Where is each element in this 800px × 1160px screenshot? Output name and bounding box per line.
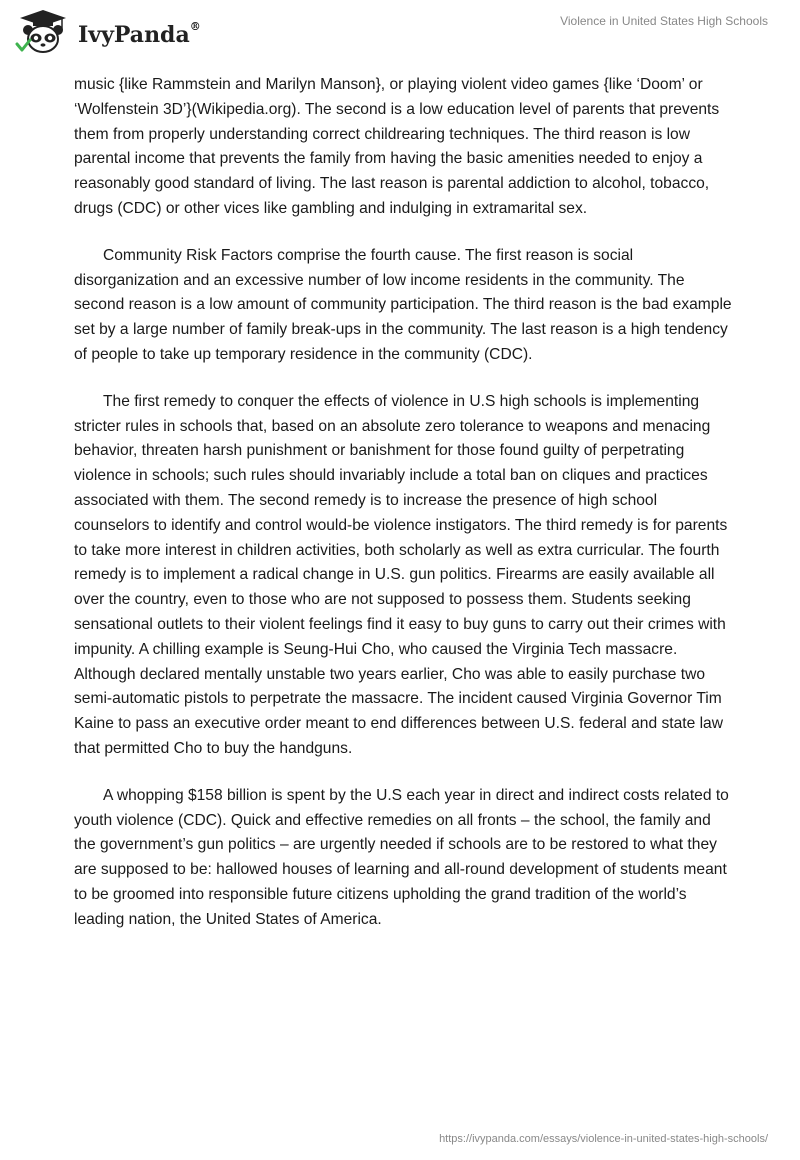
document-title: Violence in United States High Schools bbox=[560, 14, 768, 28]
paragraph-2: Community Risk Factors comprise the fourth cause. The first reason is social disorganization and an excessive number of low income residents in the community. The second reason is a low amount of community participation. The third reason is the bad example set by a large number of family break-ups in the community. The last reason is a high tendency of people to take up temporary residence in the community (CDC). bbox=[74, 246, 732, 363]
brand-logo[interactable] bbox=[14, 8, 201, 56]
source-url[interactable]: https://ivypanda.com/essays/violence-in-united-states-high-schools/ bbox=[439, 1133, 768, 1145]
registered-mark: ® bbox=[189, 20, 201, 33]
paragraph-4: A whopping $158 billion is spent by the U.S each year in direct and indirect costs related to youth violence (CDC). Quick and effective remedies on all fronts – the school, the family and the government’s gun politics – are urgently needed if schools are to be restored to what they are supposed to be: hallowed houses of learning and all-round development of students meant to be groomed into responsible future citizens upholding the grand tradition of the world’s leading nation, the United States of America. bbox=[74, 786, 729, 928]
paragraph-1: music {like Rammstein and Marilyn Manson}, or playing violent video games {like ‘Doom’ or ‘Wolfenstein 3D’}(Wikipedia.org). The second is a low education level of parents that prevents them from properly understanding correct childrearing techniques. The third reason is low parental income that prevents the family from having the basic amenities needed to enjoy a reasonably good standard of living. The last reason is parental addiction to alcohol, tobacco, drugs (CDC) or other vices like gambling and indulging in extramarital sex. bbox=[74, 76, 720, 217]
paragraph-3: The first remedy to conquer the effects of violence in U.S high schools is implementing stricter rules in schools that, based on an absolute zero tolerance to weapons and menacing behavior, threaten harsh punishment or banishment for those found guilty of perpetrating violence in schools; such rules should invariably include a total ban on cliques and practices associated with them. The second remedy is to increase the presence of high school counselors to identify and control would-be violence instigators. The third remedy is for parents to take more interest in children activities, both scholarly as well as extra curricular. The fourth remedy is to implement a radical change in U.S. gun politics. Firearms are easily available all over the country, even to those who are not supposed to possess them. Students seeking sensational outlets to their violent feelings find it easy to buy guns to carry out their crimes with impunity. A chilling example is Seung-Hui Cho, who caused the Virginia Tech massacre. Although declared mentally unstable two years earlier, Cho was able to easily purchase two semi-automatic pistols to perpetrate the massacre. The incident caused Virginia Governor Tim Kaine to pass an executive order meant to end differences between U.S. federal and state law that permitted Cho to buy the handguns. bbox=[74, 392, 728, 757]
panda-graduate-logo-icon bbox=[14, 8, 72, 56]
page-header bbox=[0, 0, 800, 70]
essay-body bbox=[74, 73, 734, 955]
brand-name: IvyPanda® bbox=[78, 20, 201, 48]
